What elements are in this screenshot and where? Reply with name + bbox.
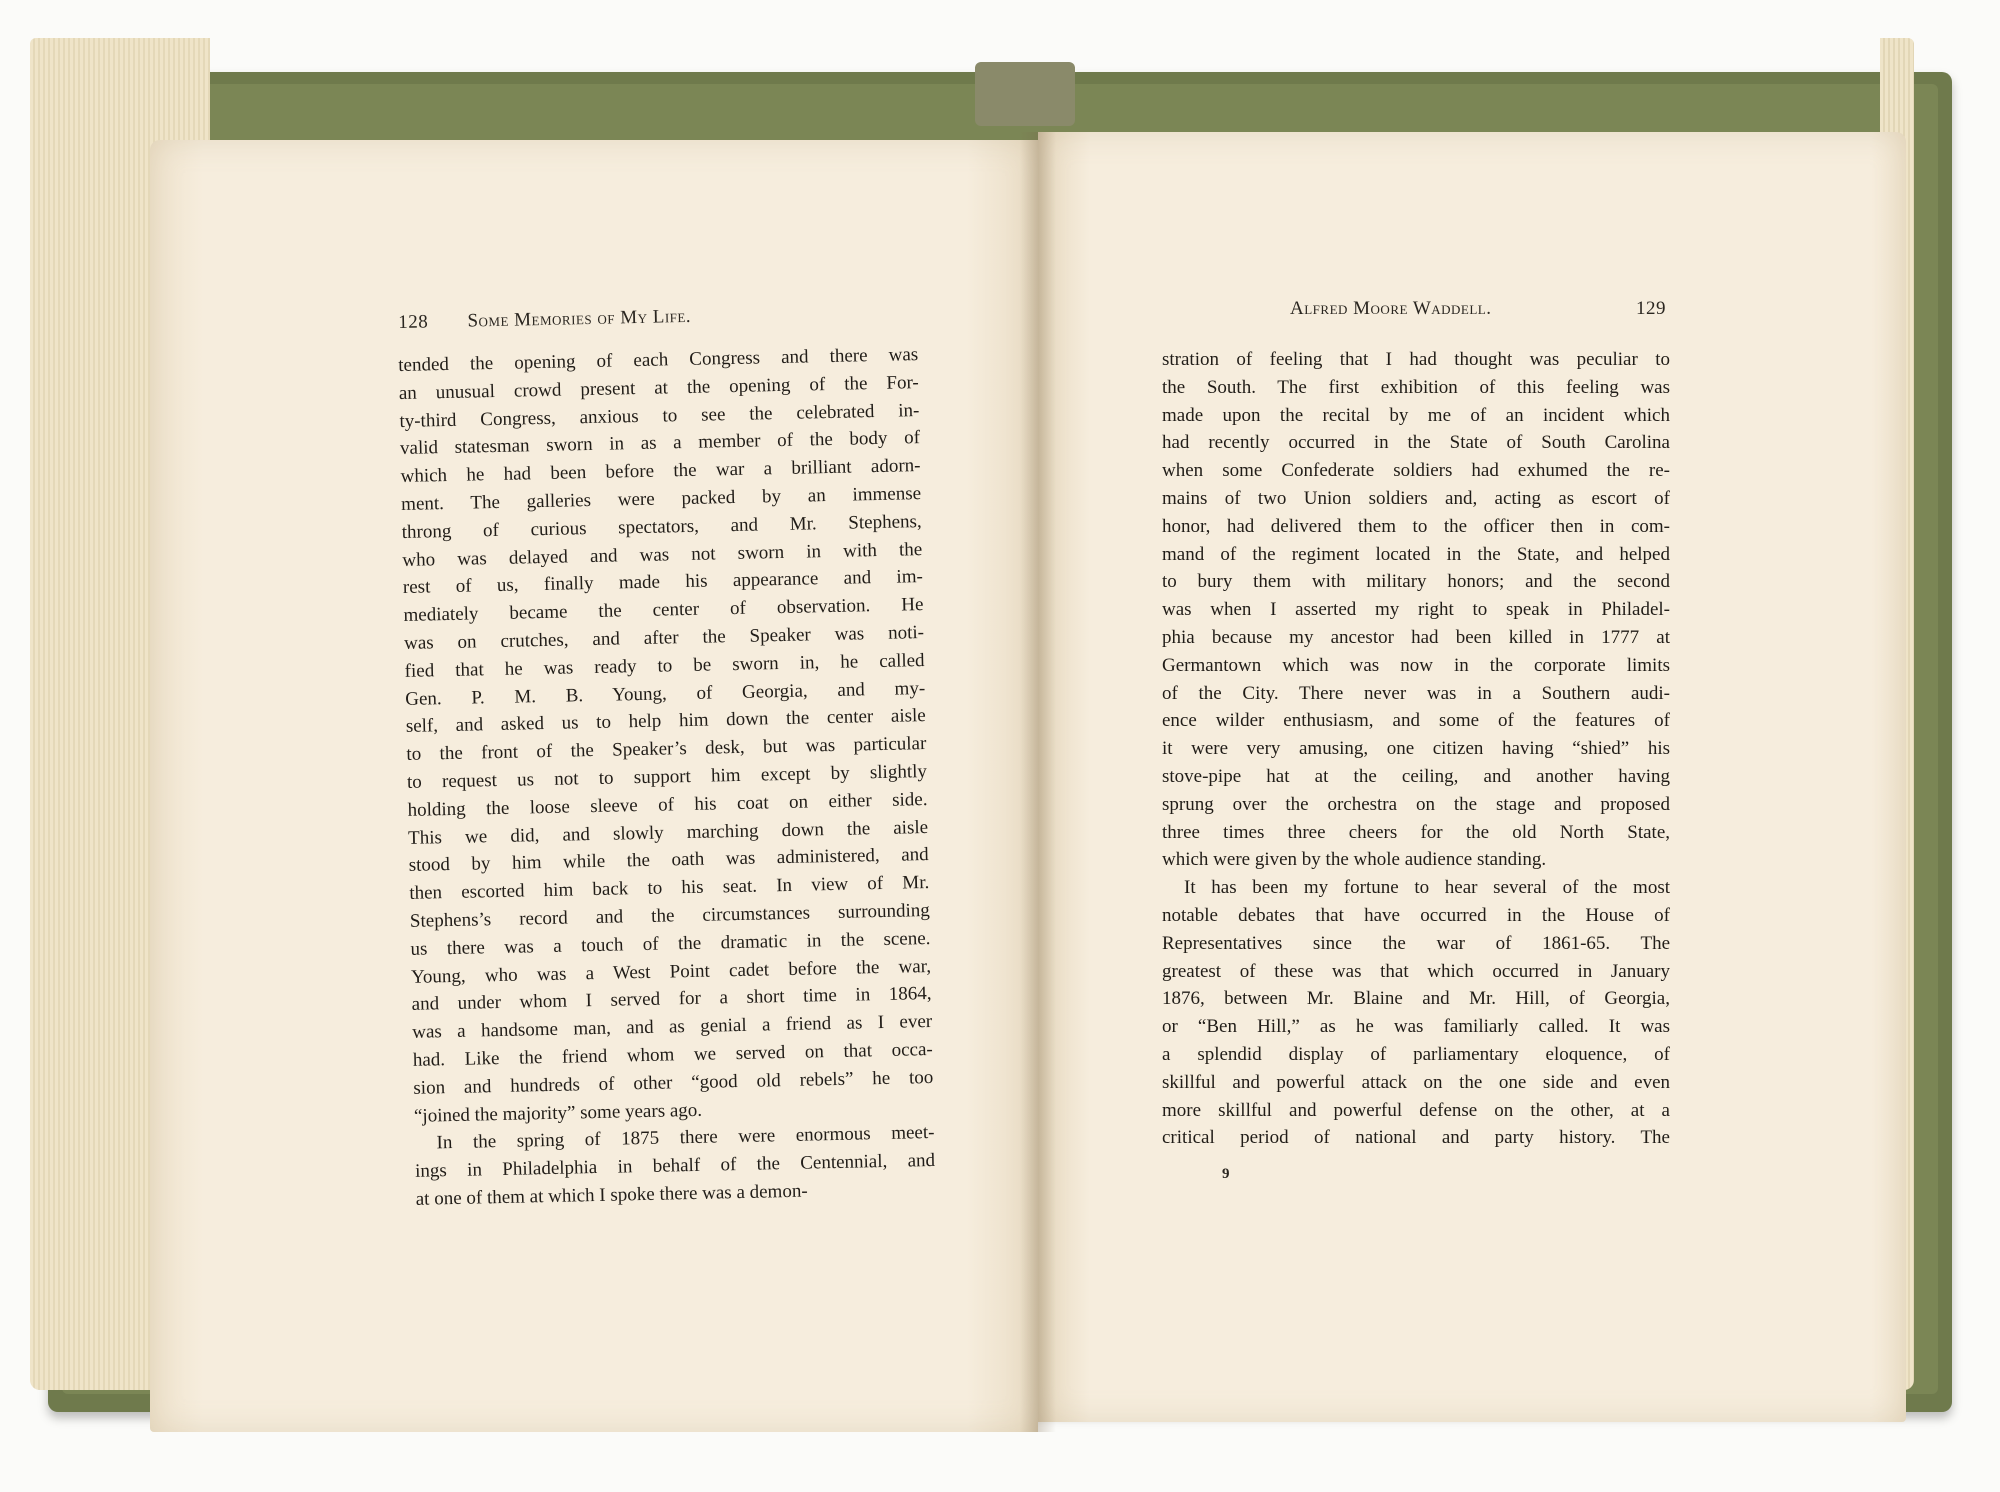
text-line: sion and hundreds of other “good old rebels” he too (413, 1066, 934, 1099)
text-line: more skillful and powerful defense on the other, at a (1162, 1099, 1670, 1121)
text-line: a splendid display of parliamentary eloquence, of (1162, 1043, 1670, 1065)
text-line: ty-third Congress, anxious to see the celebrated in- (399, 399, 920, 432)
headband (975, 62, 1075, 126)
signature-mark: 9 (1222, 1166, 1230, 1182)
text-line: Germantown which was now in the corporate limits (1162, 654, 1670, 676)
text-line: 1876, between Mr. Blaine and Mr. Hill, of Georgia, (1162, 988, 1670, 1010)
left-running-title: Some Memories of My Life. (467, 305, 692, 332)
text-line: throng of curious spectators, and Mr. Stephens, (401, 510, 922, 543)
text-line: to bury them with military honors; and the second (1162, 571, 1670, 593)
text-line: or “Ben Hill,” as he was familiarly called. It was (1162, 1016, 1670, 1038)
text-line: valid statesman sworn in as a member of the body of (399, 427, 921, 460)
text-line: stove-pipe hat at the ceiling, and another having (1162, 765, 1670, 787)
text-line: This we did, and slowly marching down the aisle (407, 816, 929, 849)
text-line: mains of two Union soldiers and, acting as escort of (1162, 487, 1670, 509)
gutter (1020, 132, 1056, 1432)
text-line: honor, had delivered them to the officer then in com- (1162, 515, 1670, 537)
right-running-head (1290, 298, 1492, 320)
text-line: notable debates that have occurred in the House of (1162, 904, 1670, 926)
text-line: fied that he was ready to be sworn in, he called (404, 649, 925, 682)
text-line: “joined the majority” some years ago. (413, 1099, 703, 1127)
text-line: three times three cheers for the old North State, (1162, 821, 1670, 843)
text-line: sprung over the orchestra on the stage and proposed (1162, 793, 1670, 815)
text-line: was when I asserted my right to speak in Philadel- (1162, 599, 1670, 621)
text-line: which he had been before the war a brilliant adorn- (400, 455, 921, 488)
text-line: rest of us, finally made his appearance and im- (402, 566, 924, 599)
text-line: Young, who was a West Point cadet before the war, (410, 955, 932, 988)
text-line: the South. The first exhibition of this feeling was (1162, 376, 1670, 398)
right-page-number: 129 (1636, 298, 1666, 319)
text-line: had. Like the friend whom we served on that occa- (412, 1038, 933, 1071)
text-line: ings in Philadelphia in behalf of the Centennial, and (414, 1150, 936, 1182)
text-line: In the spring of 1875 there were enormous meet- (436, 1122, 935, 1154)
text-line: It has been my fortune to hear several of the most (1184, 877, 1670, 899)
text-line: mediately became the center of observation. He (403, 594, 924, 627)
text-line: us there was a touch of the dramatic in the scene. (410, 927, 931, 960)
text-line: ence wilder enthusiasm, and some of the features of (1162, 710, 1670, 732)
text-line: it were very amusing, one citizen having “shied” his (1162, 738, 1670, 760)
text-line: phia because my ancestor had been killed in 1777 at (1162, 626, 1670, 648)
text-line: Gen. P. M. B. Young, of Georgia, and my- (405, 677, 926, 710)
text-line: an unusual crowd present at the opening of the For- (398, 371, 919, 404)
text-line: Stephens’s record and the circumstances surrounding (409, 899, 931, 932)
text-line: of the City. There never was in a Southern audi- (1162, 682, 1670, 704)
text-line: ment. The galleries were packed by an immense (400, 483, 922, 515)
text-line: at one of them at which I spoke there was a demon- (415, 1180, 808, 1210)
text-line: stration of feeling that I had thought was peculiar to (1162, 349, 1670, 370)
right-page-text (1162, 346, 1670, 1152)
left-page-number: 128 (398, 311, 429, 333)
text-line: mand of the regiment located in the State, and helped (1162, 543, 1670, 565)
text-line: self, and asked us to help him down the center aisle (405, 705, 926, 738)
text-line: stood by him while the oath was administered, and (408, 844, 929, 877)
text-line: had recently occurred in the State of South Carolina (1162, 432, 1670, 454)
text-line: when some Confederate soldiers had exhumed the re- (1162, 460, 1670, 482)
text-line: holding the loose sleeve of his coat on either side. (407, 788, 928, 821)
text-line: skillful and powerful attack on the one side and even (1162, 1071, 1670, 1093)
right-running-title: Alfred Moore Waddell. (1290, 298, 1492, 319)
text-line: and under whom I served for a short time in 1864, (411, 983, 932, 1016)
text-line: greatest of these was that which occurred in January (1162, 960, 1670, 982)
text-line: tended the opening of each Congress and there was (398, 344, 919, 376)
text-line: made upon the recital by me of an incident which (1162, 404, 1670, 426)
text-line: critical period of national and party history. The (1162, 1127, 1670, 1149)
text-line: which were given by the whole audience standing. (1162, 849, 1547, 871)
text-line: who was delayed and was not sworn in with the (402, 538, 923, 571)
text-line: to the front of the Speaker’s desk, but was particular (406, 733, 927, 766)
text-line: was on crutches, and after the Speaker was noti- (403, 622, 925, 654)
left-page-text (398, 341, 936, 1213)
text-line: was a handsome man, and as genial a friend as I ever (412, 1011, 933, 1043)
text-line: then escorted him back to his seat. In view of Mr. (409, 872, 930, 905)
text-line: Representatives since the war of 1861-65. The (1162, 932, 1670, 954)
text-line: to request us not to support him except by slightly (406, 760, 928, 793)
